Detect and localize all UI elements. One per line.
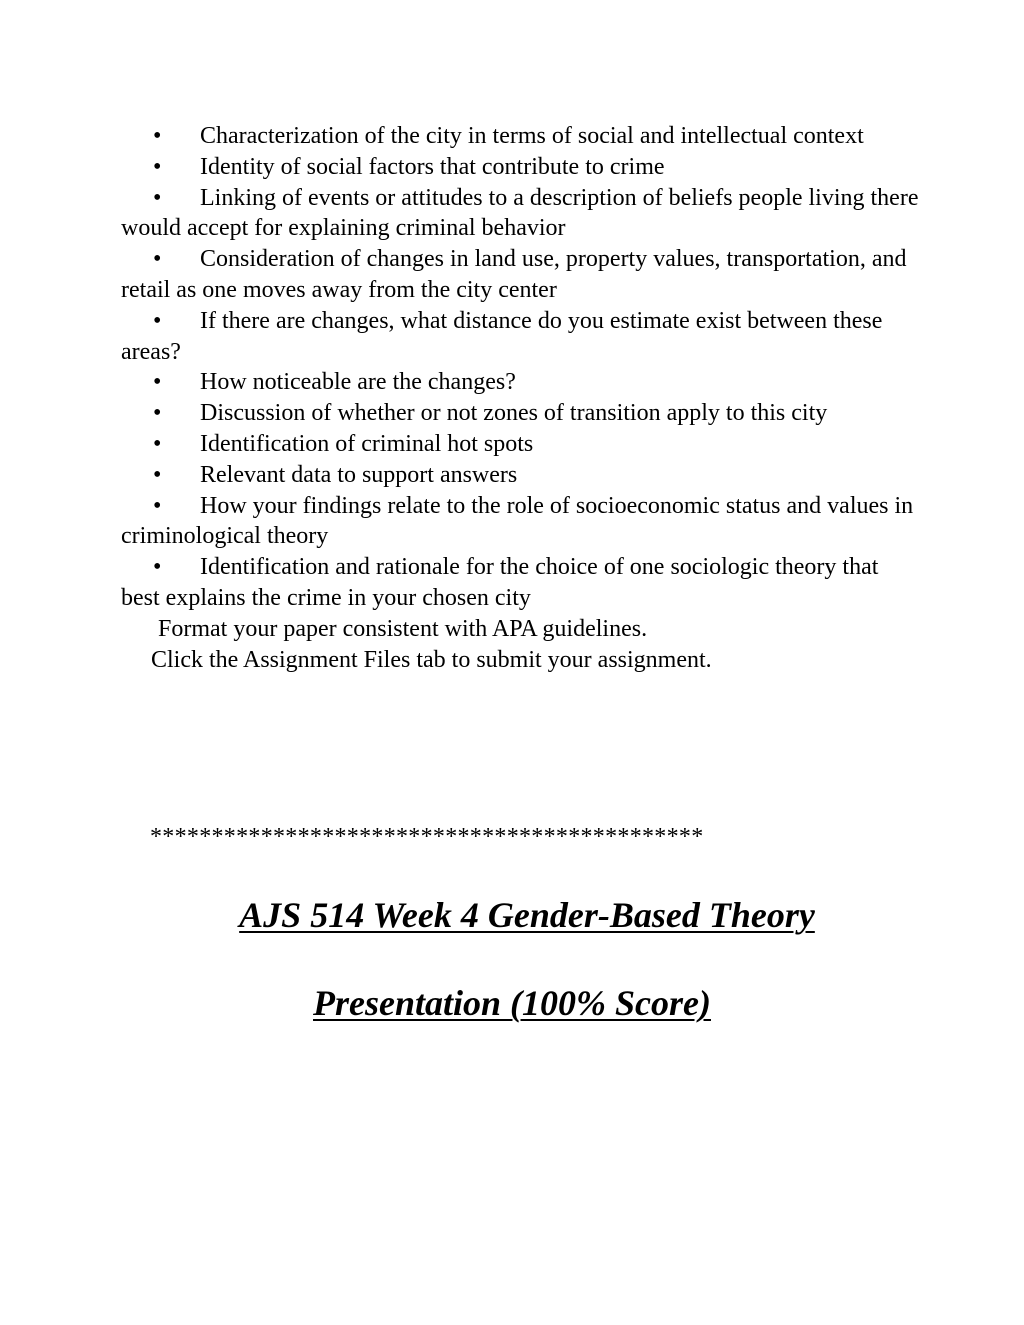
list-item-text: Consideration of changes in land use, property values, transportation, and retail as one moves away from the city center [121, 246, 907, 303]
list-item [121, 367, 921, 398]
list-item [121, 552, 921, 614]
section-heading-line2: Presentation (100% Score) [313, 983, 711, 1023]
separator-line: ********************************************* [150, 824, 704, 850]
bullet-icon: • [153, 430, 162, 457]
list-item [121, 429, 921, 460]
bullet-icon: • [153, 307, 162, 334]
bullet-icon: • [153, 400, 162, 427]
section-heading-line1: AJS 514 Week 4 Gender-Based Theory [239, 895, 815, 935]
requirements-list [121, 121, 921, 675]
bullet-icon: • [153, 369, 162, 396]
list-item-text: Relevant data to support answers [200, 461, 518, 488]
list-item-text: Linking of events or attitudes to a description of beliefs people living there would accept for explaining criminal behavior [121, 184, 919, 242]
bullet-icon: • [153, 492, 162, 519]
list-item [121, 121, 921, 152]
bullet-icon: • [153, 153, 162, 180]
bullet-icon: • [153, 554, 162, 581]
format-note: Format your paper consistent with APA guidelines. [158, 615, 648, 642]
list-item-text: How your findings relate to the role of socioeconomic status and values in criminological theory [121, 492, 914, 550]
list-item-text: Discussion of whether or not zones of transition apply to this city [200, 400, 828, 427]
bullet-icon: • [153, 246, 162, 273]
list-item [121, 460, 921, 491]
list-item-text: How noticeable are the changes? [200, 369, 516, 396]
list-item [121, 306, 921, 368]
list-item [121, 491, 921, 553]
list-item-text: Characterization of the city in terms of social and intellectual context [200, 123, 864, 149]
bullet-icon: • [153, 123, 162, 149]
list-item [121, 398, 921, 429]
bullet-icon: • [153, 184, 162, 211]
list-item-text: Identity of social factors that contribute to crime [200, 153, 665, 180]
list-item-text: Identification and rationale for the choice of one sociologic theory that best explains the crime in your chosen city [121, 554, 879, 611]
list-item [121, 244, 921, 306]
list-item-text: If there are changes, what distance do you estimate exist between these areas? [121, 307, 883, 365]
list-item [121, 152, 921, 183]
bullet-icon: • [153, 461, 162, 488]
list-item [121, 183, 921, 245]
submit-note: Click the Assignment Files tab to submit your assignment. [151, 646, 712, 673]
list-item-text: Identification of criminal hot spots [200, 430, 534, 457]
